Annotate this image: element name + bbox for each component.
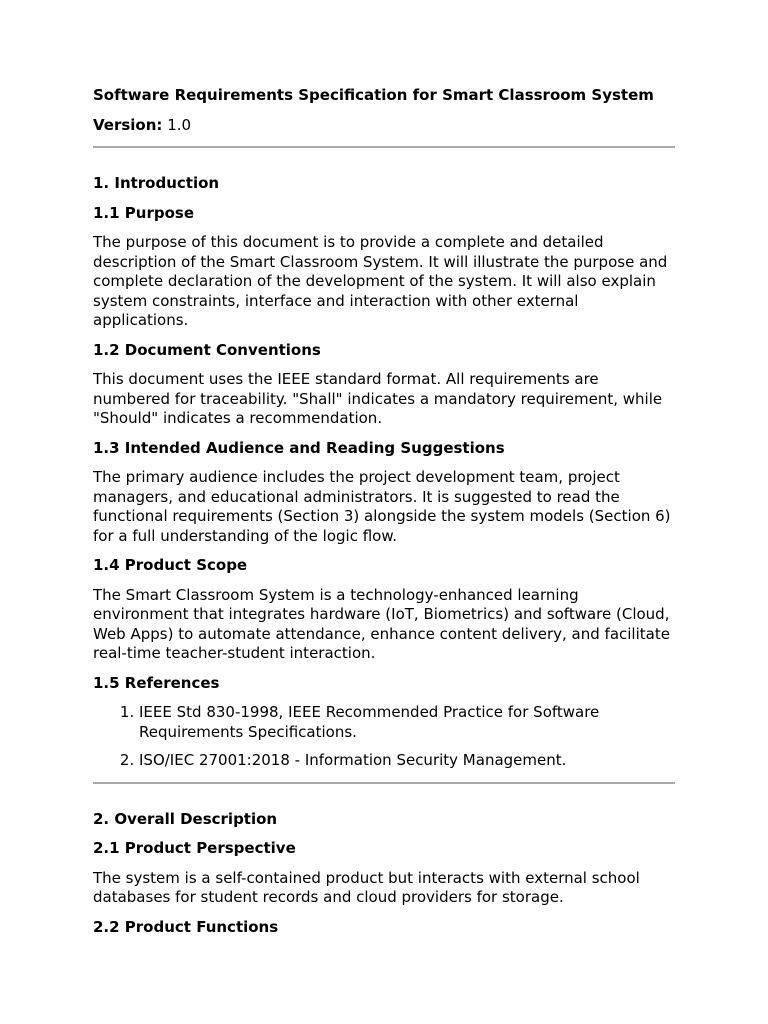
subsection-heading-scope: 1.4 Product Scope xyxy=(93,556,248,574)
paragraph-purpose: The purpose of this document is to provide a complete and detailed description of the Smart Classroom System. It will illustrate the purpose and complete declaration of the development of the system. It will also explain system constraints, interface and interaction with other external applications. xyxy=(93,233,668,329)
subsection-heading-references: 1.5 References xyxy=(93,673,220,692)
subsection-heading-functions: 2.2 Product Functions xyxy=(93,917,279,936)
paragraph-conventions: This document uses the IEEE standard format. All requirements are numbered for traceability. "Shall" indicates a mandatory requirement, while "Should" indicates a recommendation. xyxy=(93,370,663,427)
paragraph-audience: The primary audience includes the project development team, project managers, and educational administrators. It is suggested to read the functional requirements (Section 3) alongside the system models (Section 6) for a full understanding of the logic flow. xyxy=(93,468,671,545)
version-label: Version: xyxy=(93,115,163,134)
paragraph-scope: The Smart Classroom System is a technology-enhanced learning environment that integrates hardware (IoT, Biometrics) and software (Cloud, Web Apps) to automate attendance, enhance content delivery, and facilitate real-time teacher-student interaction. xyxy=(93,585,670,662)
reference-item: 2. ISO/IEC 27001:2018 - Information Security Management. xyxy=(139,751,675,771)
section-heading-overall-description: 2. Overall Description xyxy=(93,809,278,828)
document-version xyxy=(93,116,675,136)
subsection-heading-conventions: 1.2 Document Conventions xyxy=(93,340,321,359)
section-divider xyxy=(93,146,675,148)
document-title: Software Requirements Specification for Smart Classroom System xyxy=(93,86,654,104)
section-heading-introduction: 1. Introduction xyxy=(93,174,220,192)
version-value: 1.0 xyxy=(167,115,192,134)
reference-item: 1. IEEE Std 830-1998, IEEE Recommended Practice for Software Requirements Specifications. xyxy=(139,703,675,742)
subsection-heading-perspective: 2.1 Product Perspective xyxy=(93,839,296,857)
subsection-heading-audience: 1.3 Intended Audience and Reading Suggestions xyxy=(93,438,505,457)
references-list xyxy=(93,703,675,771)
section-divider xyxy=(93,782,675,784)
subsection-heading-purpose: 1.1 Purpose xyxy=(93,203,195,222)
paragraph-perspective: The system is a self-contained product but interacts with external school databases for student records and cloud providers for storage. xyxy=(93,868,640,906)
